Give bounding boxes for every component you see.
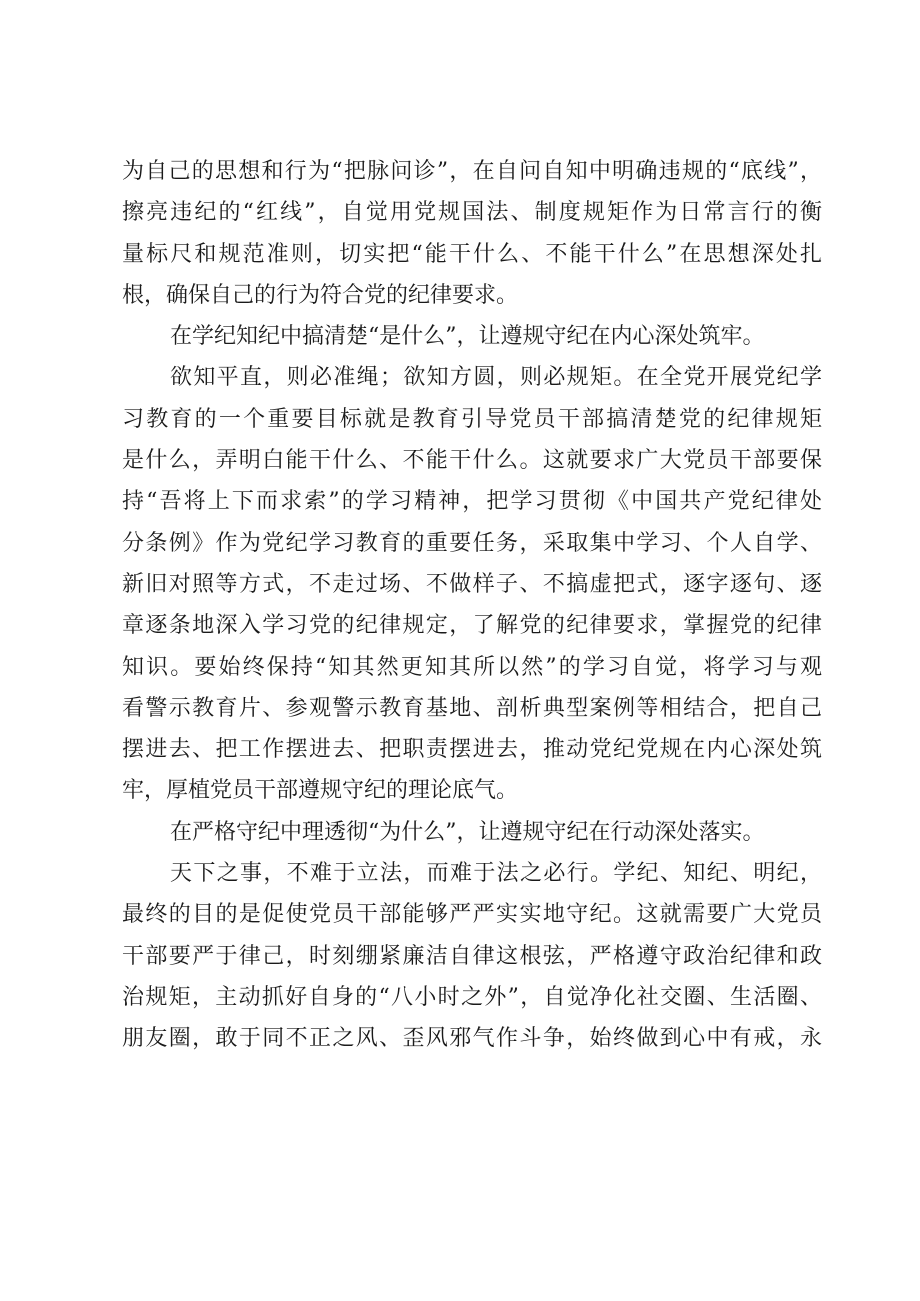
text-line: 知识。要始终保持“知其然更知其所以然”的学习自觉，将学习与观 (122, 654, 822, 680)
text-line: 干部要严于律己，时刻绷紧廉洁自律这根弦，严格遵守政治纪律和政 (122, 943, 822, 969)
text-line: 擦亮违纪的“红线”，自觉用党规国法、制度规矩作为日常言行的衡 (122, 200, 822, 226)
text-line: 牢，厚植党员干部遵规守纪的理论底气。 (122, 778, 519, 804)
text-line: 量标尺和规范准则，切实把“能干什么、不能干什么”在思想深处扎 (122, 241, 822, 267)
text-line: 欲知平直，则必准绳；欲知方圆，则必规矩。在全党开展党纪学 (170, 365, 822, 391)
text-line: 最终的目的是促使党员干部能够严严实实地守纪。这就需要广大党员 (122, 902, 822, 928)
text-line: 章逐条地深入学习党的纪律规定，了解党的纪律要求，掌握党的纪律 (122, 613, 822, 639)
text-line: 是什么，弄明白能干什么、不能干什么。这就要求广大党员干部要保 (122, 448, 822, 474)
section-heading: 在学纪知纪中搞清楚“是什么”，让遵规守纪在内心深处筑牢。 (170, 324, 765, 350)
text-line: 根，确保自己的行为符合党的纪律要求。 (122, 282, 519, 308)
text-line: 持“吾将上下而求索”的学习精神，把学习贯彻《中国共产党纪律处 (122, 489, 822, 515)
text-line: 看警示教育片、参观警示教育基地、剖析典型案例等相结合，把自己 (122, 695, 822, 721)
text-line: 习教育的一个重要目标就是教育引导党员干部搞清楚党的纪律规矩 (122, 406, 822, 432)
text-line: 天下之事，不难于立法，而难于法之必行。学纪、知纪、明纪， (170, 861, 822, 887)
text-line: 治规矩，主动抓好自身的“八小时之外”，自觉净化社交圈、生活圈、 (122, 984, 822, 1010)
document-body (122, 151, 822, 1060)
text-line: 朋友圈，敢于同不正之风、歪风邪气作斗争，始终做到心中有戒，永 (122, 1026, 822, 1052)
text-line: 新旧对照等方式，不走过场、不做样子、不搞虚把式，逐字逐句、逐 (122, 571, 822, 597)
text-line: 摆进去、把工作摆进去、把职责摆进去，推动党纪党规在内心深处筑 (122, 737, 822, 763)
section-heading: 在严格守纪中理透彻“为什么”，让遵规守纪在行动深处落实。 (170, 819, 765, 845)
text-line: 为自己的思想和行为“把脉问诊”，在自问自知中明确违规的“底线”， (122, 159, 822, 184)
text-line: 分条例》作为党纪学习教育的重要任务，采取集中学习、个人自学、 (122, 530, 822, 556)
